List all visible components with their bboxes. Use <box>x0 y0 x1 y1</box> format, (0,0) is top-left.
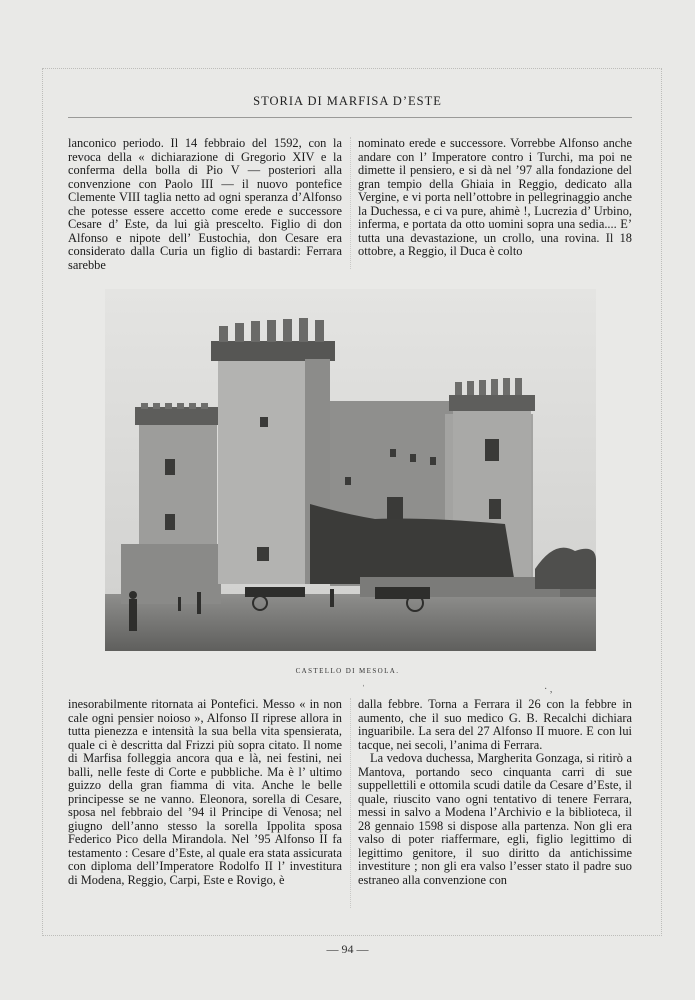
bottom-left-column <box>68 698 342 887</box>
paragraph: La vedova duchessa, Margherita Gonzaga, si ritirò a Mantova, portando seco cinquanta carri di sue suppellettili e ottomila scudi datile da Cesare d’Este, il quale, riuscito vano ogni tentativo di tenere Ferrara, messi in salvo a Modena l’Archivio e la biblioteca, il 28 gennaio 1598 si dispose alla partenza. Non gli era valso di poter riaffermare, egli, figlio legittimo di legittimo genitore, il suo diritto da antichissime investiture ; non gli era valso l’esser stato il padre suo estraneo alla convenzione con <box>358 751 632 887</box>
castle-photograph <box>105 289 596 651</box>
running-title: STORIA DI MARFISA D’ESTE <box>253 94 442 108</box>
print-speck: · , <box>544 684 553 695</box>
paragraph: dalla febbre. Torna a Ferrara il 26 con la febbre in aumento, che il suo medico G. B. Recalchi dichiara inguaribile. La sera del 27 Alfonso II muore. E con lui tacque, nei secoli, l’anima di Ferrara. <box>358 697 632 752</box>
header-rule <box>68 117 632 118</box>
left-tower <box>139 424 217 544</box>
print-speck: ˈ <box>362 684 366 695</box>
top-left-column <box>68 137 342 272</box>
paragraph: lanconico periodo. Il 14 febbraio del 1592, con la revoca della « dichiarazione di Gregorio XIV e la conferma della bolla di Pio V — posteriori alla convenzione con Paolo III — il nuovo pontefice Clemente VIII taglia netto ad ogni speranza d’Alfonso che potesse essere accetto come erede e successore Cesare d’ Este, da lui già prescelto. Figlio di don Alfonso e nipote dell’ Eustochia, don Cesare era considerato dalla Curia un figlio di bastardi: Ferrara sarebbe <box>68 136 342 272</box>
paragraph: nominato erede e successore. Vorrebbe Alfonso anche andare con l’ Imperatore contro i Turchi, ma poi ne dimette il pensiero, e si dà nel ’97 alla fondazione del gran tempio della Ghiaia in Reggio, dedicato alla Vergine, e vi porta nell’ottobre in pellegrinaggio anche la Duchessa, e ci va pure, ahimè !, Lucrezia d’ Urbino, inferma, e portata da otto uomini sopra una sedia.... E’ tutta una devastazione, un crollo, una rovina. Il 18 ottobre, a Reggio, il Duca è colto <box>358 136 632 258</box>
top-right-column <box>358 137 632 259</box>
page-number: — 94 — <box>326 942 369 956</box>
column-divider-top <box>350 137 351 269</box>
column-divider-bottom <box>350 698 351 908</box>
paragraph: inesorabilmente ritornata ai Pontefici. Messo « in non cale ogni pensier noioso », Alfonso II riprese allora in tutta pienezza e intensità la sua bella vita spensierata, quale ci è descritta dal Frizzi più sopra citato. Il nome di Marfisa folleggia ancora qua e là, nei festini, nei balli, nelle feste di Corte e pubbliche. Ma è l’ ultimo guizzo della gran fiamma di vita. Anche le belle principesse se ne vanno. Eleonora, sorella di Cesare, sposa nel febbraio del ’94 il Principe di Venosa; nel giugno dell’anno stesso la sorella Ippolita sposa Federico Pico della Mirandola. Nel ’95 Alfonso II fa testamento : Cesare d’Este, al quale era stata assicurata con diploma dell’Imperatore Rodolfo II l’ investitura di Modena, Reggio, Carpi, Este e Rovigo, è <box>68 697 342 887</box>
castle-illustration <box>105 289 596 651</box>
figure-caption: CASTELLO DI MESOLA. <box>295 667 400 675</box>
bottom-right-column <box>358 698 632 887</box>
